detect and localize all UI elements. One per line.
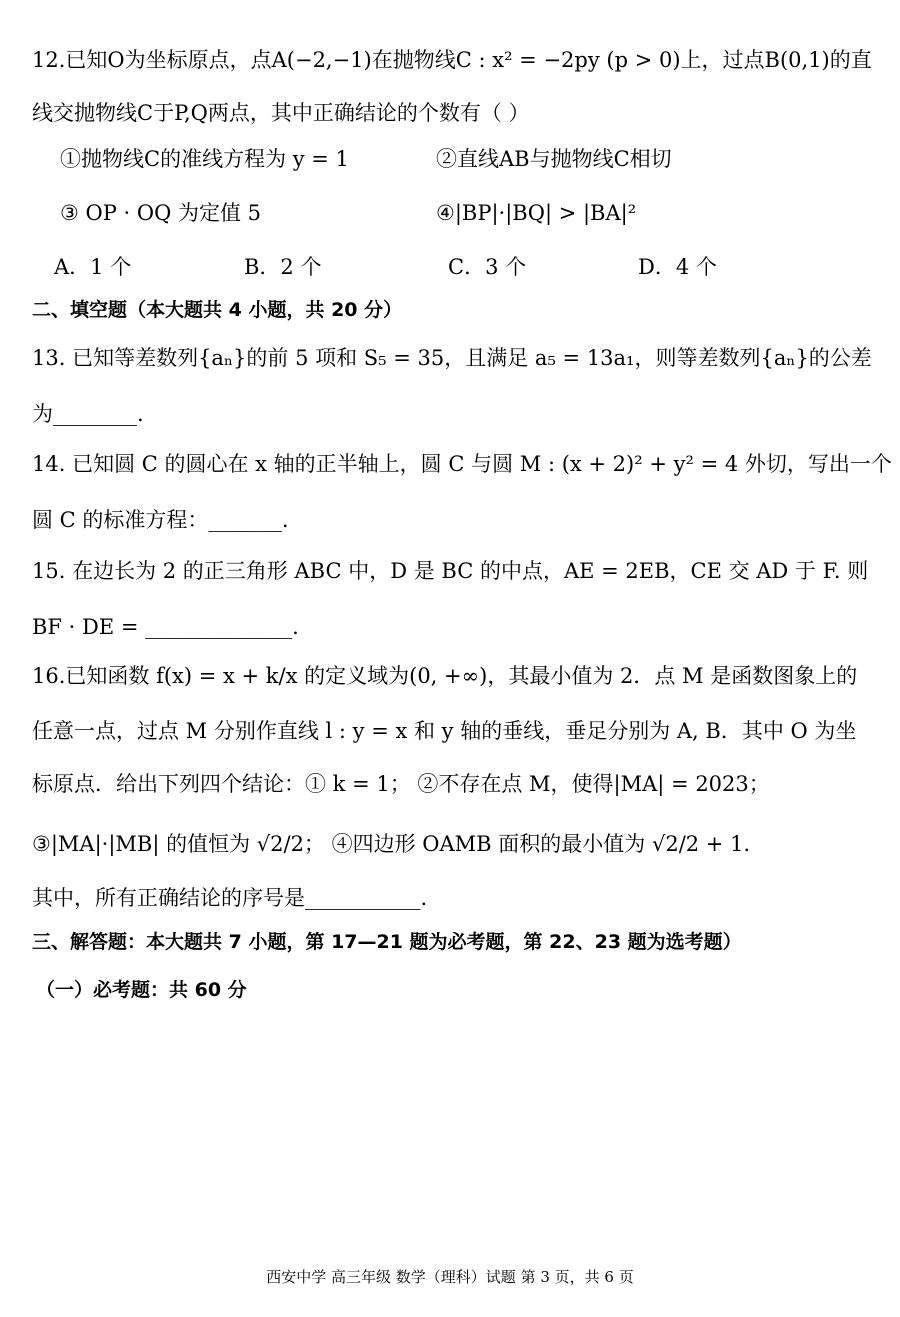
q16-line3: 标原点．给出下列四个结论：① k = 1； ②不存在点 M，使得|MA| = 2023； <box>32 772 770 796</box>
q12-statement-4: ④|BP|·|BQ| > |BA|² <box>436 201 637 225</box>
q12-line1: 12.已知O为坐标原点，点A(−2,−1)在抛物线C : x² = −2py (p > 0)上，过点B(0,1)的直 <box>32 48 872 72</box>
q16-line1: 16.已知函数 f(x) = x + k/x 的定义域为(0, +∞)，其最小值为 2．点 M 是函数图象上的 <box>32 664 858 688</box>
q15-line1: 15. 在边长为 2 的正三角形 ABC 中，D 是 BC 的中点，AE = 2EB，CE 交 AD 于 F. 则 <box>32 559 869 583</box>
q12-option-a: A．1 个 <box>54 255 132 279</box>
section-3-heading: 三、解答题：本大题共 7 小题，第 17—21 题为必考题，第 22、23 题为选考题） <box>32 931 742 953</box>
q16-line2: 任意一点，过点 M 分别作直线 l : y = x 和 y 轴的垂线，垂足分别为 A, B．其中 O 为坐 <box>32 719 857 743</box>
q15-line2: BF · DE = ______________. <box>32 615 299 639</box>
q12-statement-2: ②直线AB与抛物线C相切 <box>436 147 672 171</box>
q12-option-d: D．4 个 <box>638 255 717 279</box>
q12-option-b: B．2 个 <box>244 255 322 279</box>
q12-statement-3: ③ OP · OQ 为定值 5 <box>60 201 262 225</box>
q16-line5: 其中，所有正确结论的序号是___________. <box>32 886 428 910</box>
q16-line4: ③|MA|·|MB| 的值恒为 √2/2； ④四边形 OAMB 面积的最小值为 √2/2 + 1. <box>32 832 751 856</box>
q13-line1: 13. 已知等差数列{aₙ}的前 5 项和 S₅ = 35，且满足 a₅ = 13a₁，则等差数列{aₙ}的公差 <box>32 346 872 370</box>
q13-line2: 为________. <box>32 402 144 426</box>
part-1-heading: （一）必考题：共 60 分 <box>36 979 247 1001</box>
q12-line2: 线交抛物线C于P,Q两点，其中正确结论的个数有（ ） <box>32 101 530 125</box>
q12-option-c: C．3 个 <box>448 255 527 279</box>
q12-statement-1: ①抛物线C的准线方程为 y = 1 <box>60 147 349 171</box>
q14-line1: 14. 已知圆 C 的圆心在 x 轴的正半轴上，圆 C 与圆 M : (x + 2)² + y² = 4 外切，写出一个 <box>32 452 892 476</box>
section-2-heading: 二、填空题（本大题共 4 小题，共 20 分） <box>32 299 403 321</box>
q14-line2: 圆 C 的标准方程：_______. <box>32 508 289 532</box>
page-footer: 西安中学 高三年级 数学（理科）试题 第 3 页，共 6 页 <box>266 1268 634 1286</box>
